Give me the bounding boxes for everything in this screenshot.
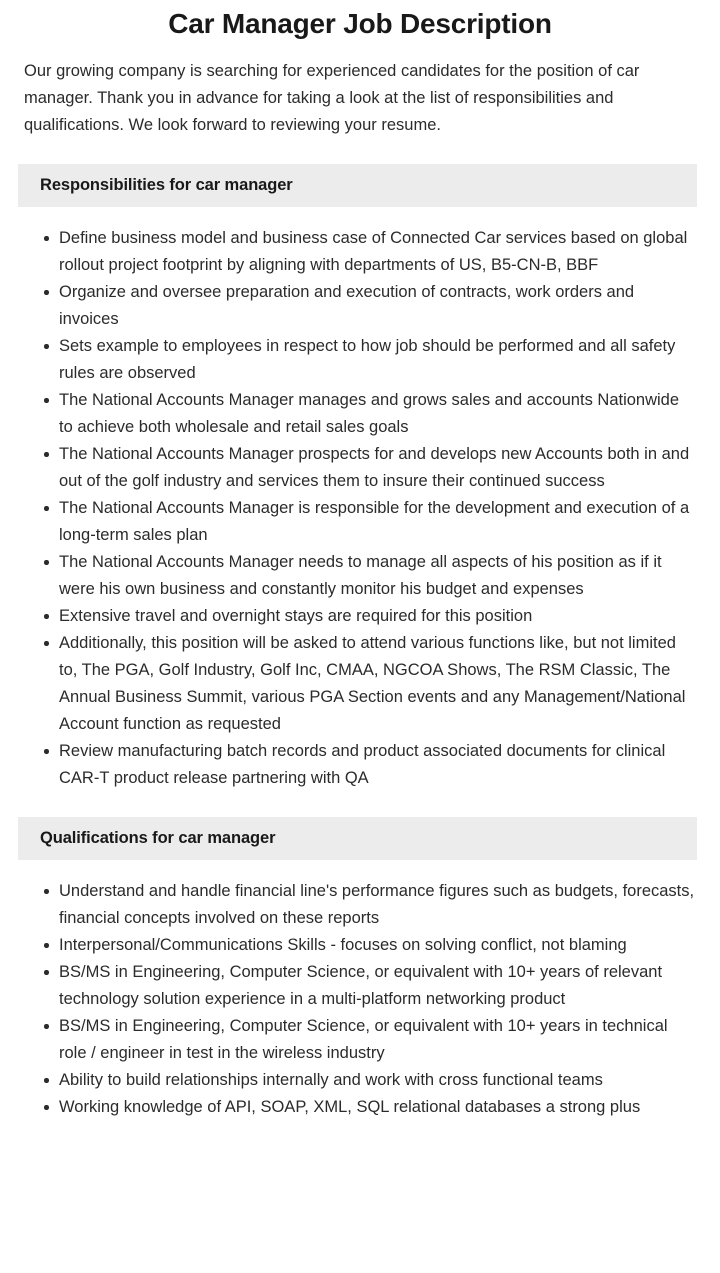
list-item: Additionally, this position will be asked to attend various functions like, but not limited to, The PGA, Golf Industry, Golf Inc, CMAA, NGCOA Shows, The RSM Classic, The Annual Business Summit, various PGA Section events and any Management/National Account function as requested: [0, 630, 696, 738]
list-item: Understand and handle financial line's performance figures such as budgets, forecasts, financial concepts involved on these reports: [0, 878, 696, 932]
list-item: Working knowledge of API, SOAP, XML, SQL relational databases a strong plus: [0, 1094, 696, 1121]
list-item: Define business model and business case of Connected Car services based on global rollout project footprint by aligning with departments of US, B5-CN-B, BBF: [0, 225, 696, 279]
section-heading-label: Qualifications for car manager: [40, 829, 276, 847]
responsibilities-list: [0, 207, 720, 792]
qualifications-list: [0, 860, 720, 1121]
list-item: Review manufacturing batch records and product associated documents for clinical CAR-T product release partnering with QA: [0, 738, 696, 792]
list-item: The National Accounts Manager is responsible for the development and execution of a long-term sales plan: [0, 495, 696, 549]
section-header-responsibilities: [18, 164, 697, 207]
list-item: Extensive travel and overnight stays are required for this position: [0, 603, 696, 630]
list-item: The National Accounts Manager manages and grows sales and accounts Nationwide to achieve both wholesale and retail sales goals: [0, 387, 696, 441]
list-item: Organize and oversee preparation and execution of contracts, work orders and invoices: [0, 279, 696, 333]
section-header-qualifications: [18, 817, 697, 860]
list-item: The National Accounts Manager prospects for and develops new Accounts both in and out of the golf industry and services them to insure their continued success: [0, 441, 696, 495]
list-item: Ability to build relationships internally and work with cross functional teams: [0, 1067, 696, 1094]
list-item: BS/MS in Engineering, Computer Science, or equivalent with 10+ years of relevant technology solution experience in a multi-platform networking product: [0, 959, 696, 1013]
list-item: BS/MS in Engineering, Computer Science, or equivalent with 10+ years in technical role / engineer in test in the wireless industry: [0, 1013, 696, 1067]
list-item: Sets example to employees in respect to how job should be performed and all safety rules are observed: [0, 333, 696, 387]
list-item: The National Accounts Manager needs to manage all aspects of his position as if it were his own business and constantly monitor his budget and expenses: [0, 549, 696, 603]
bottom-spacer: [0, 1121, 720, 1151]
section-heading-label: Responsibilities for car manager: [40, 176, 293, 194]
list-item: Interpersonal/Communications Skills - focuses on solving conflict, not blaming: [0, 932, 696, 959]
intro-paragraph: Our growing company is searching for experienced candidates for the position of car manager. Thank you in advance for taking a look at the list of responsibilities and qualifications. We look forward to reviewing your resume.: [24, 62, 640, 134]
page-title: Car Manager Job Description: [168, 8, 552, 39]
